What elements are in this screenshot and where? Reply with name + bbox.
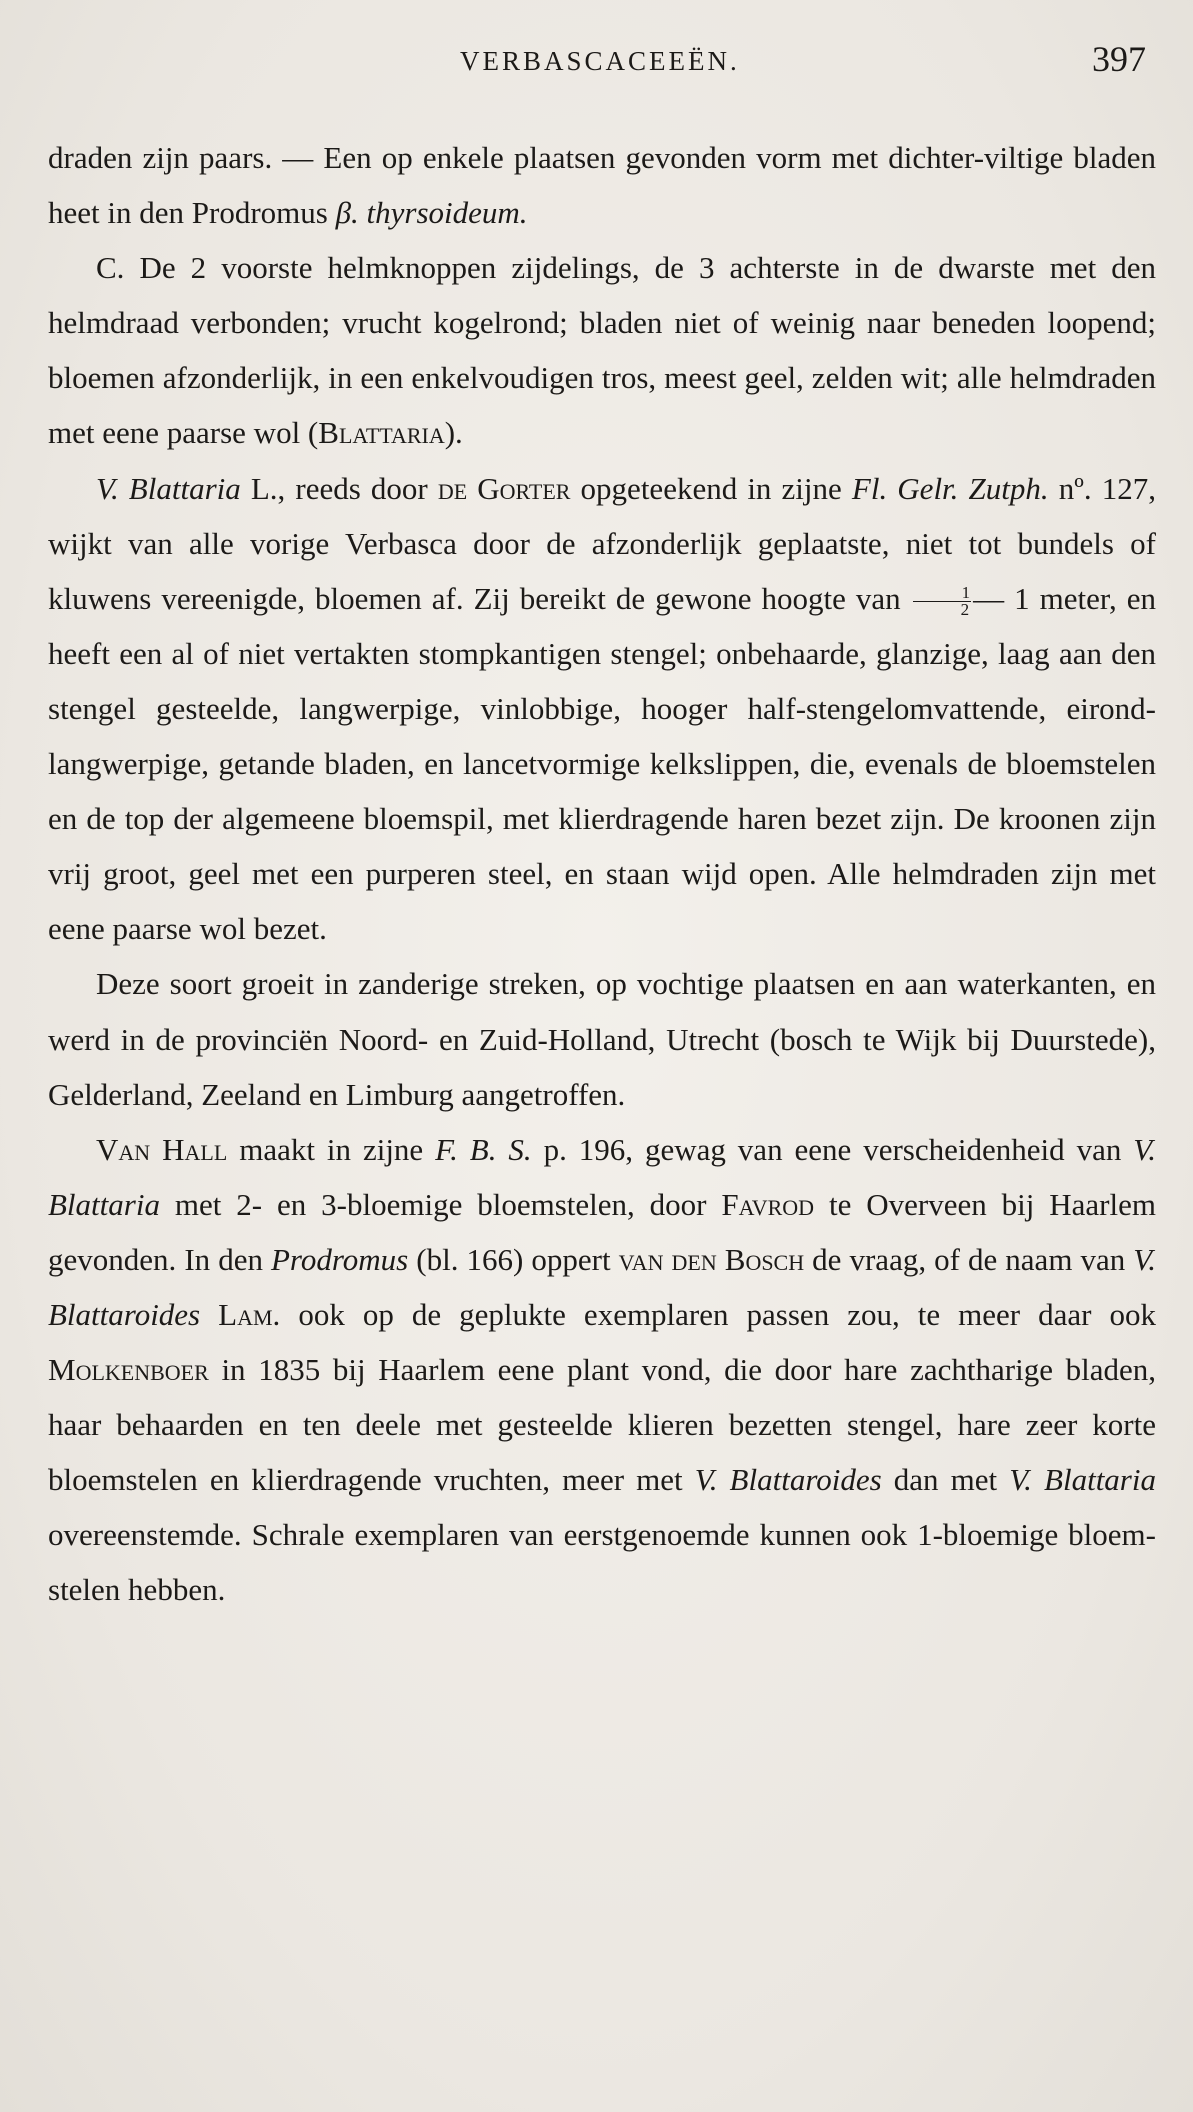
text-run: opgeteekend in zijne [570, 470, 852, 506]
italic-term: F. B. S. [435, 1131, 532, 1167]
text-run: te Overveen bij Haarlem gevonden. In den [48, 1186, 1156, 1277]
paragraph-2 [48, 240, 1156, 460]
text-run: de vraag, of de naam van [804, 1241, 1134, 1277]
paragraph-3 [48, 461, 1156, 957]
text-run: ). [444, 415, 463, 451]
small-caps-name: Favrod [721, 1186, 815, 1222]
text-run: C. De 2 voorste helmknoppen zijdelings, de 3 achterste in de dwarste met den helmdraad verbonden; vrucht kogelrond; bladen niet of weinig naar beneden loopend; bloemen afzonderlijk, in een enkelvoudigen tros, meest geel, zelden wit; alle helmdraden met eene paarse wol ( [48, 250, 1156, 451]
paragraph-1 [48, 130, 1156, 240]
text-run: — 1 meter, en heeft een al of niet vertakten stompkantigen stengel; onbehaarde, glanzige, laag aan den stengel gesteelde, langwerpige, vinlobbige, hooger half-stengelomvattende, eirond-langwerpige, getande bladen, en lancetvormige kelkslippen, die, evenals de bloemstelen en de top der algemeene bloemspil, met klierdragende haren bezet zijn. De kroonen zijn vrij groot, geel met een purperen steel, en staan wijd open. Alle helmdraden zijn met eene paarse wol bezet. [48, 580, 1156, 947]
text-run [200, 1297, 218, 1332]
text-run: overeenstemde. Schrale exemplaren van eerstgenoemde kunnen ook 1-bloemige bloemstelen hebben. [48, 1517, 1156, 1608]
text-run: dan met [881, 1462, 1010, 1498]
fraction-one-half [913, 585, 972, 618]
italic-term: V. Blattaria [96, 470, 241, 506]
fraction-denominator: 2 [960, 600, 970, 620]
text-run: p. 196, gewag van eene verscheidenheid van [531, 1131, 1134, 1167]
paragraph-5 [48, 1122, 1156, 1618]
small-caps-name: Molkenboer [48, 1352, 209, 1388]
small-caps-name: van den Bosch [618, 1241, 805, 1277]
italic-term: Prodromus [271, 1241, 409, 1277]
italic-term: V. Blattaria [1009, 1462, 1156, 1498]
text-run: L., reeds door [240, 470, 438, 506]
running-title: VERBASCACEEËN. [460, 46, 740, 76]
body-text [48, 130, 1156, 1618]
text-run: ook op de geplukte exemplaren passen zou, te meer daar ook [280, 1296, 1156, 1332]
paragraph-4 [48, 956, 1156, 1121]
italic-term: V. Blattaroides [694, 1462, 882, 1498]
text-run: Deze soort groeit in zanderige streken, op vochtige plaatsen en aan waterkanten, en werd in de provinciën Noord- en Zuid-Holland, Utrecht (bosch te Wijk bij Duurstede), Gelderland, Zeeland en Limburg aangetroffen. [48, 966, 1156, 1112]
italic-term: Fl. Gelr. Zutph. [851, 470, 1049, 506]
fraction-numerator: 1 [913, 585, 972, 602]
text-run: maakt in zijne [227, 1131, 436, 1167]
running-head [0, 38, 1193, 88]
small-caps-name: Van Hall [96, 1131, 228, 1167]
text-run: in 1835 bij Haarlem eene plant vond, die door hare zachtharige bladen, haar behaarden en ten deele met gesteelde klieren bezetten stengel, hare zeer korte bloemstelen en klierdragende vruchten, meer met [48, 1352, 1156, 1498]
small-caps-name: de Gorter [437, 470, 571, 506]
page-number: 397 [1092, 39, 1146, 79]
small-caps-name: Blattaria [318, 415, 445, 451]
italic-term: V. Blattaria [48, 1131, 1156, 1222]
text-run: (bl. 166) oppert [408, 1241, 619, 1277]
text-run: draden zijn paars. — Een op enkele plaatsen gevonden vorm met dichter-viltige bladen heet in den Prodromus [48, 140, 1156, 231]
italic-term: β. thyrsoideum. [335, 195, 528, 231]
text-run: nº. 127, wijkt van alle vorige Verbasca door de afzonderlijk geplaatste, niet tot bundels of kluwens vereenigde, bloemen af. Zij bereikt de gewone hoogte van [48, 470, 1156, 616]
text-run: met 2- en 3-bloemige bloemstelen, door [159, 1186, 722, 1222]
small-caps-name: Lam. [218, 1296, 281, 1332]
italic-term: V. Blattaroides [48, 1241, 1156, 1332]
